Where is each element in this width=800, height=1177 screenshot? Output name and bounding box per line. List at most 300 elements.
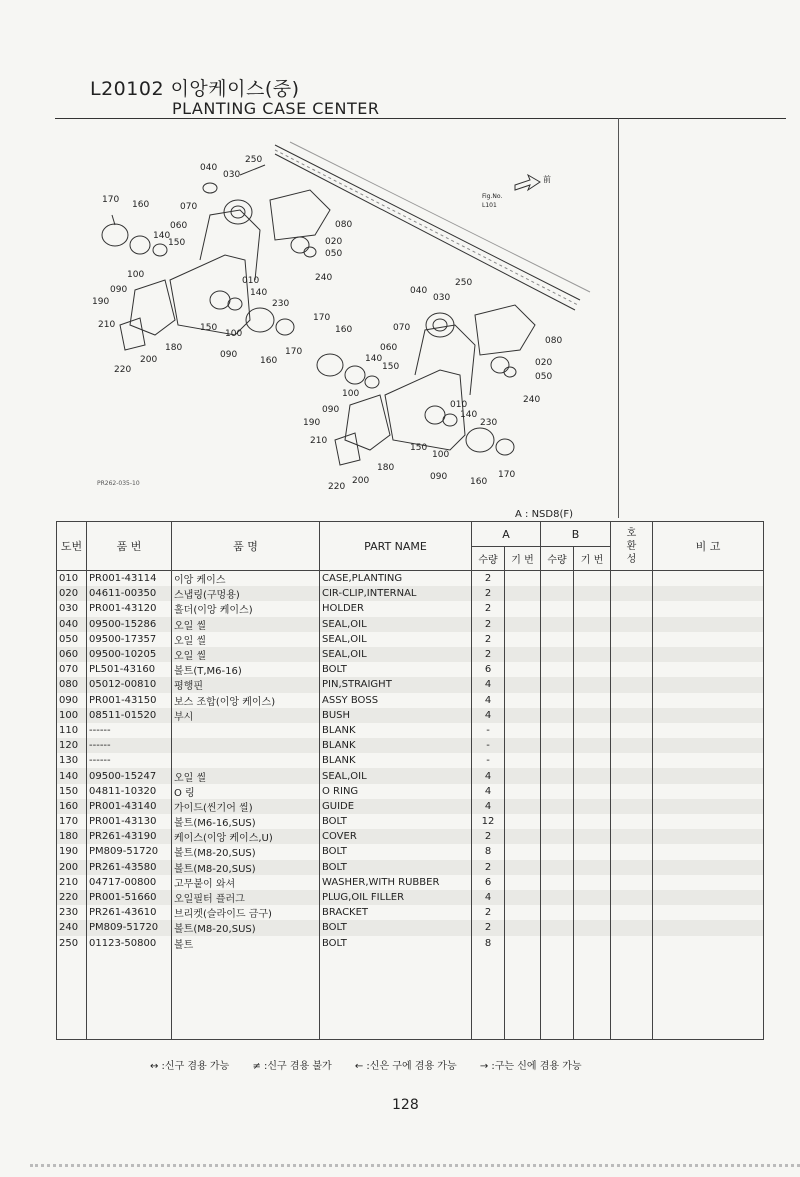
callout-090: 090 bbox=[110, 285, 128, 295]
cell-qty-a: 2 bbox=[472, 571, 505, 587]
cell-no: 090 bbox=[57, 693, 87, 708]
cell-model-a bbox=[505, 753, 541, 768]
cell-part-no: ------ bbox=[87, 753, 172, 768]
cell-name-en: BOLT bbox=[320, 860, 472, 875]
cell-qty-a: 4 bbox=[472, 677, 505, 692]
cell-no: 140 bbox=[57, 768, 87, 783]
cell-qty-b bbox=[541, 723, 574, 738]
table-row bbox=[57, 814, 764, 829]
fig-no-label: Fig.No. bbox=[482, 193, 503, 200]
cell-qty-b bbox=[541, 693, 574, 708]
model-note: A : NSD8(F) bbox=[515, 509, 574, 520]
callout-210b: 200 bbox=[352, 476, 370, 486]
callout-250b: 250 bbox=[455, 278, 473, 288]
table-row bbox=[57, 708, 764, 723]
cell-name-kr: 볼트(T,M6-16) bbox=[172, 662, 320, 677]
header-rule bbox=[55, 118, 786, 119]
cell-model-a bbox=[505, 890, 541, 905]
cell-model-a bbox=[505, 875, 541, 890]
col-part-no-header: 품 번 bbox=[87, 522, 172, 571]
cell-name-kr: 볼트(M6-16,SUS) bbox=[172, 814, 320, 829]
cell-name-en: SEAL,OIL bbox=[320, 647, 472, 662]
cell-remarks bbox=[653, 708, 764, 723]
cell-remarks bbox=[653, 829, 764, 844]
cell-model-a bbox=[505, 647, 541, 662]
page-number: 128 bbox=[392, 1097, 419, 1113]
cell-remarks bbox=[653, 799, 764, 814]
cell-interchange bbox=[611, 936, 653, 951]
cell-name-en: BLANK bbox=[320, 738, 472, 753]
callout-150b: 150 bbox=[200, 323, 218, 333]
cell-model-a bbox=[505, 738, 541, 753]
cell-model-a bbox=[505, 723, 541, 738]
cell-no: 250 bbox=[57, 936, 87, 951]
callout-170b: 170 bbox=[285, 347, 303, 357]
cell-name-en: BLANK bbox=[320, 723, 472, 738]
callout-020b: 020 bbox=[535, 358, 553, 368]
cell-model-b bbox=[574, 875, 611, 890]
cell-no: 170 bbox=[57, 814, 87, 829]
cell-qty-a: 2 bbox=[472, 601, 505, 616]
callout-150c: 150 bbox=[382, 362, 400, 372]
callout-090b: 090 bbox=[220, 350, 238, 360]
cell-interchange bbox=[611, 632, 653, 647]
callout-020: 020 bbox=[325, 237, 343, 247]
table-row bbox=[57, 617, 764, 632]
table-row bbox=[57, 677, 764, 692]
cell-remarks bbox=[653, 723, 764, 738]
col-name-kr-header: 품 명 bbox=[172, 522, 320, 571]
cell-part-no: PR001-43130 bbox=[87, 814, 172, 829]
cell-qty-b bbox=[541, 753, 574, 768]
col-remarks-header: 비 고 bbox=[653, 522, 764, 571]
cell-part-no: PM809-51720 bbox=[87, 920, 172, 935]
cell-model-b bbox=[574, 601, 611, 616]
table-row bbox=[57, 860, 764, 875]
cell-part-no: 08511-01520 bbox=[87, 708, 172, 723]
page-title: L20102 이앙케이스(중) bbox=[90, 78, 300, 100]
cell-no: 070 bbox=[57, 662, 87, 677]
cell-model-a bbox=[505, 708, 541, 723]
cell-name-kr: 오일 씰 bbox=[172, 617, 320, 632]
table-row bbox=[57, 844, 764, 859]
cell-name-en: BOLT bbox=[320, 814, 472, 829]
table-row bbox=[57, 586, 764, 601]
col-b-qty-header: 수량 bbox=[541, 547, 574, 571]
callout-220b: 210 bbox=[310, 436, 328, 446]
cell-interchange bbox=[611, 784, 653, 799]
table-row bbox=[57, 890, 764, 905]
cell-name-kr: 오일필터 플러그 bbox=[172, 890, 320, 905]
legend-item: ≠ :신구 겸용 불가 bbox=[252, 1061, 332, 1072]
cell-part-no: 09500-15286 bbox=[87, 617, 172, 632]
callout-070b: 070 bbox=[393, 323, 411, 333]
col-b-model-header: 기 번 bbox=[574, 547, 611, 571]
cell-qty-b bbox=[541, 860, 574, 875]
table-row bbox=[57, 662, 764, 677]
cell-qty-a: - bbox=[472, 723, 505, 738]
cell-remarks bbox=[653, 814, 764, 829]
table-row bbox=[57, 875, 764, 890]
callout-010b: 010 bbox=[450, 400, 468, 410]
cell-model-a bbox=[505, 936, 541, 951]
cell-model-b bbox=[574, 677, 611, 692]
cell-interchange bbox=[611, 829, 653, 844]
cell-name-kr: 오일 씰 bbox=[172, 768, 320, 783]
cell-remarks bbox=[653, 875, 764, 890]
cell-no: 230 bbox=[57, 905, 87, 920]
cell-model-a bbox=[505, 799, 541, 814]
cell-name-en: BOLT bbox=[320, 662, 472, 677]
legend-item: → :구는 신에 겸용 가능 bbox=[479, 1061, 582, 1072]
drive-shaft-drawing bbox=[275, 142, 590, 310]
cell-name-en: O RING bbox=[320, 784, 472, 799]
cell-model-b bbox=[574, 738, 611, 753]
cell-no: 240 bbox=[57, 920, 87, 935]
cell-qty-b bbox=[541, 844, 574, 859]
cell-interchange bbox=[611, 920, 653, 935]
cell-name-en: BOLT bbox=[320, 936, 472, 951]
cell-interchange bbox=[611, 753, 653, 768]
callout-220: 210 bbox=[98, 320, 116, 330]
cell-part-no: 04717-00800 bbox=[87, 875, 172, 890]
callout-160: 160 bbox=[132, 200, 150, 210]
cell-model-a bbox=[505, 617, 541, 632]
callout-210: 200 bbox=[140, 355, 158, 365]
cell-model-b bbox=[574, 784, 611, 799]
cell-interchange bbox=[611, 814, 653, 829]
cell-qty-b bbox=[541, 768, 574, 783]
callout-170c: 170 bbox=[313, 313, 331, 323]
cell-remarks bbox=[653, 586, 764, 601]
callout-090c: 090 bbox=[322, 405, 340, 415]
callout-230b: 230 bbox=[480, 418, 498, 428]
cell-name-en: PIN,STRAIGHT bbox=[320, 677, 472, 692]
cell-qty-a: 2 bbox=[472, 586, 505, 601]
callout-160d: 160 bbox=[470, 477, 488, 487]
cell-interchange bbox=[611, 571, 653, 587]
col-no-header: 도번 bbox=[57, 522, 87, 571]
callout-060: 060 bbox=[170, 221, 188, 231]
cell-remarks bbox=[653, 601, 764, 616]
cell-qty-b bbox=[541, 829, 574, 844]
callout-080b: 080 bbox=[545, 336, 563, 346]
cell-qty-a: 2 bbox=[472, 617, 505, 632]
cell-qty-a: 4 bbox=[472, 708, 505, 723]
cell-model-a bbox=[505, 844, 541, 859]
cell-name-en: HOLDER bbox=[320, 601, 472, 616]
cell-no: 150 bbox=[57, 784, 87, 799]
cell-name-kr: 볼트 bbox=[172, 936, 320, 951]
table-row bbox=[57, 601, 764, 616]
cell-qty-b bbox=[541, 920, 574, 935]
table-row bbox=[57, 723, 764, 738]
cell-qty-b bbox=[541, 617, 574, 632]
callout-240b: 240 bbox=[523, 395, 541, 405]
cell-model-b bbox=[574, 723, 611, 738]
fig-no-value: L101 bbox=[482, 202, 497, 209]
cell-model-b bbox=[574, 829, 611, 844]
cell-part-no: 09500-15247 bbox=[87, 768, 172, 783]
cell-part-no: PR001-43140 bbox=[87, 799, 172, 814]
cell-qty-b bbox=[541, 875, 574, 890]
cell-model-a bbox=[505, 784, 541, 799]
cell-qty-a: 8 bbox=[472, 936, 505, 951]
cell-qty-a: 4 bbox=[472, 768, 505, 783]
cell-qty-b bbox=[541, 738, 574, 753]
cell-qty-a: 4 bbox=[472, 784, 505, 799]
cell-model-b bbox=[574, 586, 611, 601]
cell-interchange bbox=[611, 875, 653, 890]
callout-150d: 150 bbox=[410, 443, 428, 453]
cell-model-a bbox=[505, 829, 541, 844]
callout-240: 240 bbox=[315, 273, 333, 283]
cell-model-b bbox=[574, 936, 611, 951]
callout-140b: 140 bbox=[250, 288, 268, 298]
cell-no: 120 bbox=[57, 738, 87, 753]
cell-interchange bbox=[611, 890, 653, 905]
cell-model-a bbox=[505, 920, 541, 935]
cell-part-no: PR261-43580 bbox=[87, 860, 172, 875]
col-a-model-header: 기 번 bbox=[505, 547, 541, 571]
table-row bbox=[57, 571, 764, 587]
cell-name-en: SEAL,OIL bbox=[320, 617, 472, 632]
page-subtitle: PLANTING CASE CENTER bbox=[172, 99, 380, 118]
cell-model-a bbox=[505, 693, 541, 708]
cell-name-en: WASHER,WITH RUBBER bbox=[320, 875, 472, 890]
callout-040: 040 bbox=[200, 163, 218, 173]
cell-model-a bbox=[505, 662, 541, 677]
callout-010: 010 bbox=[242, 276, 260, 286]
cell-name-kr: 볼트(M8-20,SUS) bbox=[172, 920, 320, 935]
cell-no: 040 bbox=[57, 617, 87, 632]
cell-name-en: CIR-CLIP,INTERNAL bbox=[320, 586, 472, 601]
cell-no: 030 bbox=[57, 601, 87, 616]
cell-model-a bbox=[505, 586, 541, 601]
cell-no: 160 bbox=[57, 799, 87, 814]
table-row bbox=[57, 768, 764, 783]
cell-no: 130 bbox=[57, 753, 87, 768]
cell-qty-a: 12 bbox=[472, 814, 505, 829]
cell-model-b bbox=[574, 708, 611, 723]
table-row bbox=[57, 920, 764, 935]
cell-interchange bbox=[611, 768, 653, 783]
cell-qty-b bbox=[541, 662, 574, 677]
cell-name-kr: 보스 조합(이앙 케이스) bbox=[172, 693, 320, 708]
cell-remarks bbox=[653, 905, 764, 920]
cell-name-kr: 홀더(이앙 케이스) bbox=[172, 601, 320, 616]
callout-140: 140 bbox=[153, 231, 171, 241]
callout-200: 220 bbox=[114, 365, 132, 375]
cell-name-en: BOLT bbox=[320, 920, 472, 935]
cell-qty-b bbox=[541, 586, 574, 601]
callout-150: 150 bbox=[168, 238, 186, 248]
cell-name-kr: O 링 bbox=[172, 784, 320, 799]
cell-interchange bbox=[611, 723, 653, 738]
table-row bbox=[57, 936, 764, 951]
callout-090d: 090 bbox=[430, 472, 448, 482]
cell-name-en: BRACKET bbox=[320, 905, 472, 920]
figure-code: PR262-035-10 bbox=[97, 480, 140, 487]
cell-name-en: BLANK bbox=[320, 753, 472, 768]
callout-160c: 160 bbox=[335, 325, 353, 335]
cell-interchange bbox=[611, 738, 653, 753]
callout-030b: 030 bbox=[433, 293, 451, 303]
cell-name-en: GUIDE bbox=[320, 799, 472, 814]
cell-name-en: BUSH bbox=[320, 708, 472, 723]
cell-interchange bbox=[611, 647, 653, 662]
cell-model-b bbox=[574, 890, 611, 905]
cell-remarks bbox=[653, 617, 764, 632]
callout-230: 230 bbox=[272, 299, 290, 309]
legend-item: ↔ :신구 겸용 가능 bbox=[150, 1061, 230, 1072]
cell-part-no: PR001-51660 bbox=[87, 890, 172, 905]
table-row bbox=[57, 647, 764, 662]
table-row bbox=[57, 905, 764, 920]
cell-model-b bbox=[574, 860, 611, 875]
cell-qty-b bbox=[541, 677, 574, 692]
callout-190b: 190 bbox=[303, 418, 321, 428]
interchange-legend bbox=[150, 1057, 602, 1072]
exploded-parts-diagram bbox=[60, 120, 620, 490]
cell-model-a bbox=[505, 768, 541, 783]
cell-part-no: PR261-43610 bbox=[87, 905, 172, 920]
cell-no: 080 bbox=[57, 677, 87, 692]
cell-model-b bbox=[574, 799, 611, 814]
cell-qty-a: 6 bbox=[472, 875, 505, 890]
cell-no: 050 bbox=[57, 632, 87, 647]
callout-060b: 060 bbox=[380, 343, 398, 353]
cell-name-kr: 볼트(M8-20,SUS) bbox=[172, 844, 320, 859]
callout-140c: 140 bbox=[365, 354, 383, 364]
cell-model-b bbox=[574, 617, 611, 632]
cell-model-b bbox=[574, 632, 611, 647]
cell-no: 110 bbox=[57, 723, 87, 738]
cell-qty-a: 2 bbox=[472, 647, 505, 662]
cell-model-a bbox=[505, 905, 541, 920]
cell-qty-a: 2 bbox=[472, 920, 505, 935]
cell-remarks bbox=[653, 662, 764, 677]
cell-remarks bbox=[653, 936, 764, 951]
col-interchange-header: 호환성 bbox=[611, 522, 653, 571]
cell-interchange bbox=[611, 905, 653, 920]
cell-name-kr: 이앙 케이스 bbox=[172, 571, 320, 587]
callout-050: 050 bbox=[325, 249, 343, 259]
cell-qty-b bbox=[541, 799, 574, 814]
cell-name-en: PLUG,OIL FILLER bbox=[320, 890, 472, 905]
cell-name-en: SEAL,OIL bbox=[320, 632, 472, 647]
callout-170: 170 bbox=[102, 195, 120, 205]
cell-part-no: PR001-43114 bbox=[87, 571, 172, 587]
cell-name-kr: 평행핀 bbox=[172, 677, 320, 692]
cell-model-b bbox=[574, 905, 611, 920]
cell-qty-a: 4 bbox=[472, 799, 505, 814]
callout-040b: 040 bbox=[410, 286, 428, 296]
cell-part-no: 05012-00810 bbox=[87, 677, 172, 692]
callout-180: 180 bbox=[165, 343, 183, 353]
cell-model-b bbox=[574, 753, 611, 768]
legend-item: ← :신은 구에 겸용 가능 bbox=[354, 1061, 457, 1072]
cell-model-b bbox=[574, 693, 611, 708]
cell-part-no: PL501-43160 bbox=[87, 662, 172, 677]
callout-070: 070 bbox=[180, 202, 198, 212]
cell-name-kr: 볼트(M8-20,SUS) bbox=[172, 860, 320, 875]
cell-interchange bbox=[611, 662, 653, 677]
cell-qty-a: 4 bbox=[472, 693, 505, 708]
front-mark: 前 bbox=[543, 175, 551, 184]
cell-part-no: 01123-50800 bbox=[87, 936, 172, 951]
cell-part-no: PR001-43120 bbox=[87, 601, 172, 616]
cell-remarks bbox=[653, 860, 764, 875]
cell-interchange bbox=[611, 617, 653, 632]
cell-qty-a: 2 bbox=[472, 829, 505, 844]
cell-qty-a: - bbox=[472, 738, 505, 753]
cell-interchange bbox=[611, 693, 653, 708]
cell-qty-b bbox=[541, 571, 574, 587]
cell-part-no: PM809-51720 bbox=[87, 844, 172, 859]
callout-100c: 100 bbox=[342, 389, 360, 399]
callout-100b: 100 bbox=[225, 329, 243, 339]
cell-model-b bbox=[574, 844, 611, 859]
cell-name-kr: 브리켓(슬라이드 금구) bbox=[172, 905, 320, 920]
cell-interchange bbox=[611, 844, 653, 859]
cell-model-b bbox=[574, 814, 611, 829]
cell-model-a bbox=[505, 860, 541, 875]
cell-remarks bbox=[653, 890, 764, 905]
cell-name-en: ASSY BOSS bbox=[320, 693, 472, 708]
cell-remarks bbox=[653, 753, 764, 768]
cell-qty-a: - bbox=[472, 753, 505, 768]
cell-model-b bbox=[574, 768, 611, 783]
cell-interchange bbox=[611, 799, 653, 814]
cell-part-no: PR001-43150 bbox=[87, 693, 172, 708]
cell-qty-a: 2 bbox=[472, 632, 505, 647]
cell-part-no: ------ bbox=[87, 738, 172, 753]
table-empty-space bbox=[57, 951, 764, 1040]
cell-name-en: BOLT bbox=[320, 844, 472, 859]
cell-no: 010 bbox=[57, 571, 87, 587]
cell-remarks bbox=[653, 920, 764, 935]
table-row bbox=[57, 632, 764, 647]
table-row bbox=[57, 693, 764, 708]
cell-model-a bbox=[505, 677, 541, 692]
cell-interchange bbox=[611, 860, 653, 875]
cell-remarks bbox=[653, 647, 764, 662]
cell-interchange bbox=[611, 677, 653, 692]
cell-remarks bbox=[653, 693, 764, 708]
col-name-en-header: PART NAME bbox=[320, 522, 472, 571]
callout-160b: 160 bbox=[260, 356, 278, 366]
cell-remarks bbox=[653, 844, 764, 859]
callout-180b: 180 bbox=[377, 463, 395, 473]
cell-remarks bbox=[653, 632, 764, 647]
cell-remarks bbox=[653, 738, 764, 753]
cell-qty-b bbox=[541, 784, 574, 799]
col-a-qty-header: 수량 bbox=[472, 547, 505, 571]
callout-190: 190 bbox=[92, 297, 110, 307]
cell-qty-a: 2 bbox=[472, 860, 505, 875]
cell-model-b bbox=[574, 920, 611, 935]
cell-name-kr bbox=[172, 738, 320, 753]
cell-remarks bbox=[653, 784, 764, 799]
callout-200b: 220 bbox=[328, 482, 346, 490]
cell-qty-b bbox=[541, 936, 574, 951]
cell-part-no: 09500-10205 bbox=[87, 647, 172, 662]
callout-250: 250 bbox=[245, 155, 263, 165]
cell-model-a bbox=[505, 814, 541, 829]
cell-name-kr: 오일 씰 bbox=[172, 647, 320, 662]
cell-qty-b bbox=[541, 814, 574, 829]
